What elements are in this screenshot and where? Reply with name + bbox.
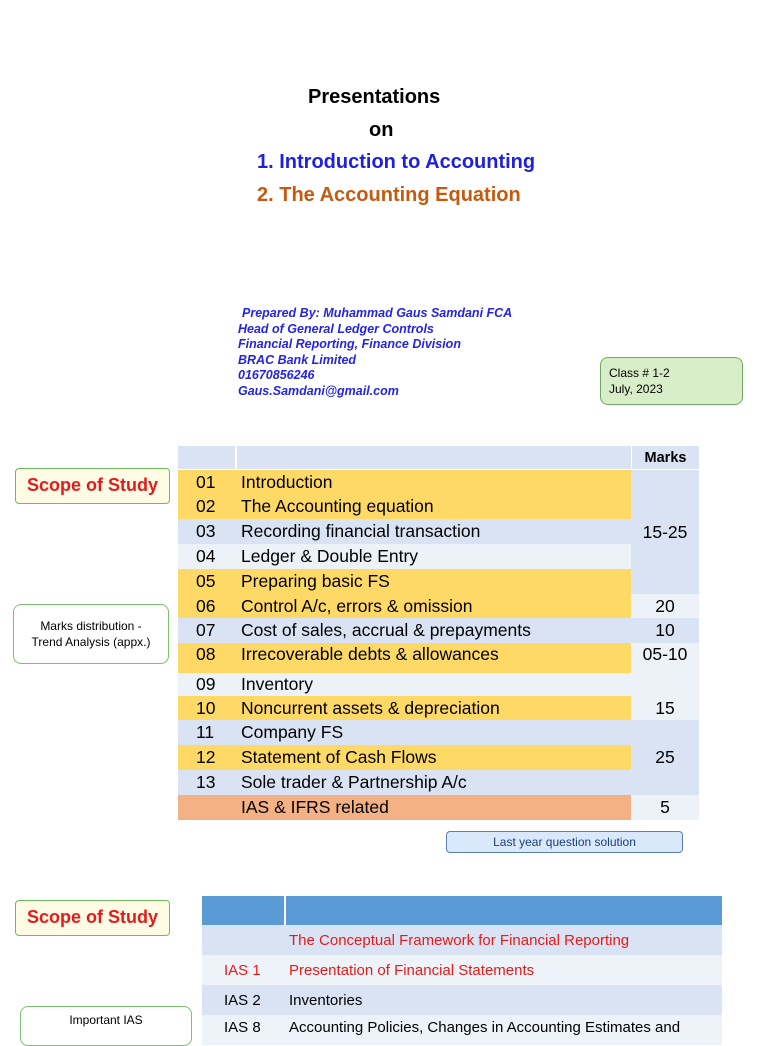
table-row-num: 02 [178,494,236,519]
ias-row-title: The Conceptual Framework for Financial Reporting [285,925,722,955]
table-row-num: 09 [178,673,236,696]
ias-row-code: IAS 8 [202,1015,285,1045]
marks-cell: 15-25 [631,470,699,594]
table-row-topic: Irrecoverable debts & allowances [236,643,631,673]
class-number: Class # 1-2 [609,366,670,380]
table-header-num [178,446,236,469]
table-row-topic: The Accounting equation [236,494,631,519]
presentation-title: Presentations [308,86,441,108]
ias-row-title: Accounting Policies, Changes in Accounting Estimates and [285,1015,722,1045]
marks-cell: 20 [631,594,699,618]
preparer-division: Financial Reporting, Finance Division [238,337,461,351]
table-row-topic: Ledger & Double Entry [236,544,631,569]
table-row-topic: Control A/c, errors & omission [236,594,631,618]
preparer-position: Head of General Ledger Controls [238,321,434,336]
table-row-num: 12 [178,745,236,770]
ias-header-code [202,896,285,925]
preparer-email: Gaus.Samdani@gmail.com [238,383,399,398]
table-row-num: 05 [178,569,236,594]
marks-cell: 5 [631,795,699,820]
ias-header-title [286,896,722,925]
marks-cell: 25 [631,720,699,795]
table-row-num: 01 [178,470,236,494]
table-row-topic: IAS & IFRS related [236,795,631,820]
table-row-num: 07 [178,618,236,643]
marks-cell: 05-10 [631,643,699,696]
table-row-num: 03 [178,519,236,544]
marks-distribution-line2: Trend Analysis (appx.) [31,635,151,649]
preparer-company: BRAC Bank Limited [238,352,357,367]
topic-1-title: 1. Introduction to Accounting [257,151,536,173]
presentation-title-on: on [369,119,394,141]
table-row-topic: Recording financial transaction [236,519,631,544]
table-row-num: 10 [178,696,236,720]
important-ias-label: Important IAS [20,1006,192,1046]
ias-row-code: IAS 2 [202,985,285,1015]
last-year-question-solution-button[interactable]: Last year question solution [446,831,683,853]
topic-2-title: 2. The Accounting Equation [257,184,521,206]
table-row-topic: Noncurrent assets & depreciation [236,696,631,720]
scope-of-study-label: Scope of Study [15,468,170,504]
preparer-phone: 01670856246 [238,368,315,382]
table-row-topic: Company FS [236,720,631,745]
table-row-num: 08 [178,643,236,673]
class-date: July, 2023 [609,382,663,396]
table-header-topic [237,446,631,469]
table-row-topic: Statement of Cash Flows [236,745,631,770]
table-header-marks: Marks [632,446,699,469]
table-row-num: 06 [178,594,236,618]
marks-cell: 10 [631,618,699,643]
table-row-topic: Cost of sales, accrual & prepayments [236,618,631,643]
table-row-num: 04 [178,544,236,569]
preparer-name: Prepared By: Muhammad Gaus Samdani FCA [242,306,513,320]
table-row-num [178,795,236,820]
table-row-topic: Preparing basic FS [236,569,631,594]
table-row-num: 13 [178,770,236,795]
table-row-topic: Sole trader & Partnership A/c [236,770,631,795]
table-row-topic: Introduction [236,470,631,494]
class-info-box [600,357,743,405]
table-row-topic: Inventory [236,673,631,696]
marks-distribution-label [13,604,169,664]
table-row-num: 11 [178,720,236,745]
ias-row-code: IAS 1 [202,955,285,985]
ias-row-code [202,925,285,955]
marks-distribution-line1: Marks distribution - [40,619,142,633]
ias-row-title: Presentation of Financial Statements [285,955,722,985]
ias-row-title: Inventories [285,985,722,1015]
scope-of-study-label-2: Scope of Study [15,900,170,936]
preparer-info [238,306,512,399]
marks-cell: 15 [631,696,699,720]
